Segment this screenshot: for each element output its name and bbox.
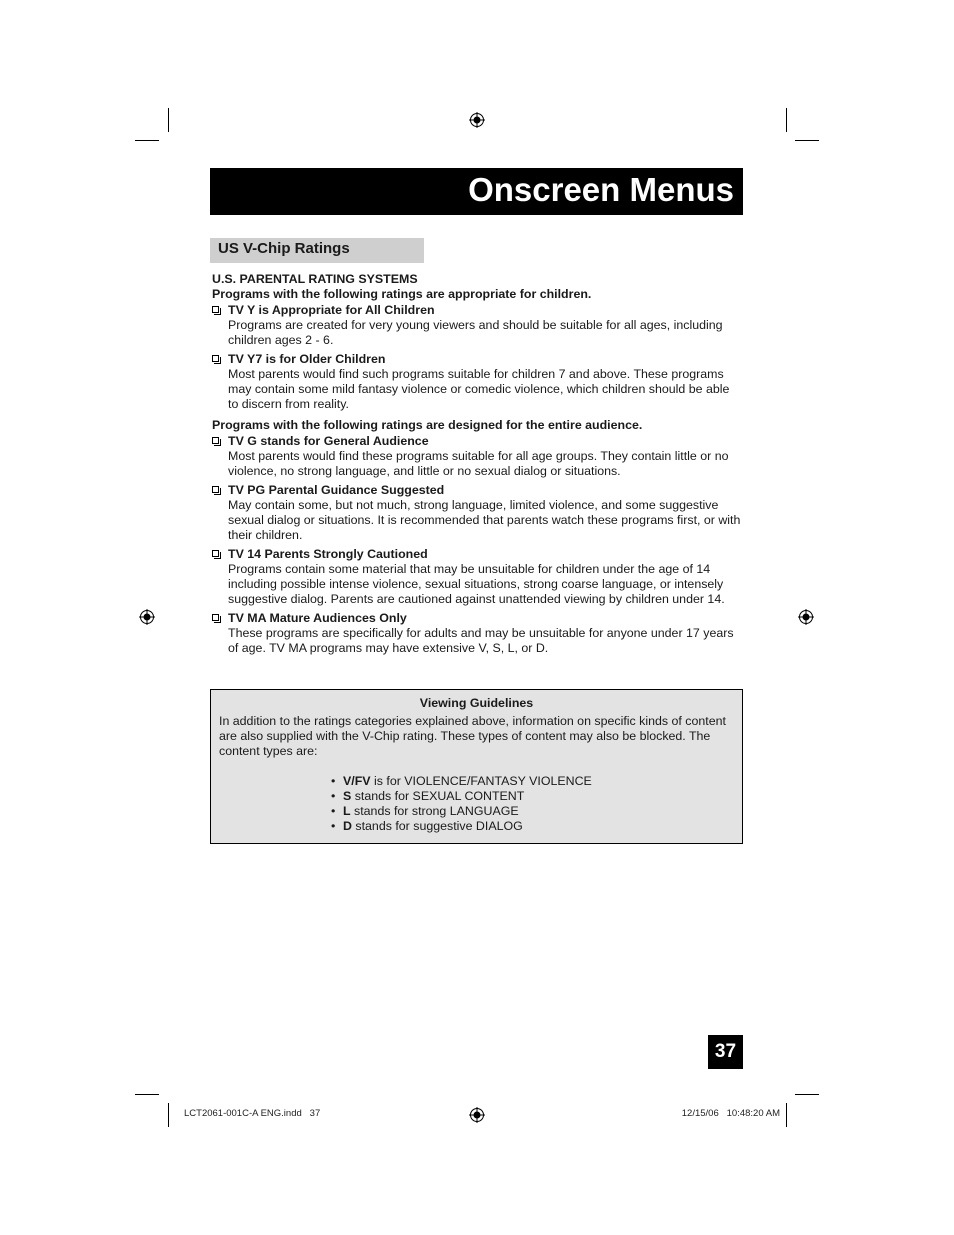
- crop-mark: [168, 108, 169, 132]
- rating-description: May contain some, but not much, strong language, limited violence, and some suggestive sexual dialog or situations. It is recommended that parents watch these programs first, or with their children.: [228, 498, 741, 542]
- rating-description: Most parents would find these programs suitable for all age groups. They contain little or no violence, no strong language, and little or no sexual dialog or situations.: [228, 449, 729, 478]
- content-type-code: D: [343, 819, 352, 833]
- rating-item: [212, 303, 742, 348]
- content-type-item: [331, 804, 592, 819]
- rating-description: Programs contain some material that may be unsuitable for children under the age of 14 including possible intense violence, sexual situations, strong coarse language, or intensely suggestive dialog. Parents are cautioned against unattended viewing by children under 14.: [228, 562, 725, 606]
- content-type-text: stands for SEXUAL CONTENT: [351, 789, 525, 803]
- checkbox-bullet-icon: [212, 437, 219, 444]
- rating-title: TV 14 Parents Strongly Cautioned: [228, 547, 428, 561]
- content-type-item: [331, 819, 592, 834]
- crop-mark: [795, 140, 819, 141]
- content-type-item: [331, 774, 592, 789]
- footer-timestamp: 12/15/06 10:48:20 AM: [681, 1108, 780, 1119]
- content-type-code: V/FV: [343, 774, 371, 788]
- crop-mark: [168, 1103, 169, 1127]
- guidelines-text: In addition to the ratings categories explained above, information on specific kinds of content are also supplied with the V-Chip rating. These types of content may also be blocked. The content types are:: [219, 714, 726, 758]
- rating-title: TV Y7 is for Older Children: [228, 352, 386, 366]
- content-type-text: is for VIOLENCE/FANTASY VIOLENCE: [370, 774, 592, 788]
- rating-title: TV G stands for General Audience: [228, 434, 429, 448]
- section-title: US V-Chip Ratings: [218, 240, 350, 257]
- section-header: [210, 238, 424, 263]
- ratings-heading: U.S. PARENTAL RATING SYSTEMS: [212, 272, 418, 286]
- crop-mark: [786, 1103, 787, 1127]
- registration-mark-icon: [469, 1107, 485, 1123]
- registration-mark-icon: [139, 609, 155, 625]
- checkbox-bullet-icon: [212, 614, 219, 621]
- rating-item: [212, 434, 742, 479]
- content-type-text: stands for strong LANGUAGE: [350, 804, 519, 818]
- checkbox-bullet-icon: [212, 550, 219, 557]
- crop-mark: [135, 1094, 159, 1095]
- ratings-content: [212, 272, 742, 656]
- rating-title: TV Y is Appropriate for All Children: [228, 303, 435, 317]
- footer-file-name: LCT2061-001C-A ENG.indd 37: [184, 1108, 321, 1119]
- checkbox-bullet-icon: [212, 306, 219, 313]
- viewing-guidelines-box: [210, 689, 743, 844]
- page-number: 37: [708, 1035, 743, 1069]
- rating-description: Most parents would find such programs suitable for children 7 and above. These programs may contain some mild fantasy violence or comedic violence, which children should be able to discern from reality.: [228, 367, 730, 411]
- content-type-code: S: [343, 789, 352, 803]
- rating-item: [212, 352, 742, 412]
- rating-title: TV PG Parental Guidance Suggested: [228, 483, 445, 497]
- audience-intro: Programs with the following ratings are designed for the entire audience.: [212, 418, 643, 432]
- rating-title: TV MA Mature Audiences Only: [228, 611, 407, 625]
- page-title: Onscreen Menus: [468, 171, 734, 208]
- children-intro: Programs with the following ratings are appropriate for children.: [212, 287, 592, 301]
- rating-item: [212, 547, 742, 607]
- rating-item: [212, 483, 742, 543]
- content-type-code: L: [343, 804, 351, 818]
- page-header-banner: [210, 168, 743, 215]
- registration-mark-icon: [469, 112, 485, 128]
- checkbox-bullet-icon: [212, 486, 219, 493]
- crop-mark: [135, 140, 159, 141]
- rating-item: [212, 611, 742, 656]
- checkbox-bullet-icon: [212, 355, 219, 362]
- content-type-text: stands for suggestive DIALOG: [351, 819, 523, 833]
- registration-mark-icon: [798, 609, 814, 625]
- guidelines-title: Viewing Guidelines: [419, 696, 534, 710]
- rating-description: Programs are created for very young viewers and should be suitable for all ages, including children ages 2 - 6.: [228, 318, 723, 347]
- crop-mark: [795, 1094, 819, 1095]
- crop-mark: [786, 108, 787, 132]
- rating-description: These programs are specifically for adults and may be unsuitable for anyone under 17 years of age. TV MA programs may have extensive V, S, L, or D.: [228, 626, 734, 655]
- content-type-list: [331, 774, 592, 834]
- content-type-item: [331, 789, 592, 804]
